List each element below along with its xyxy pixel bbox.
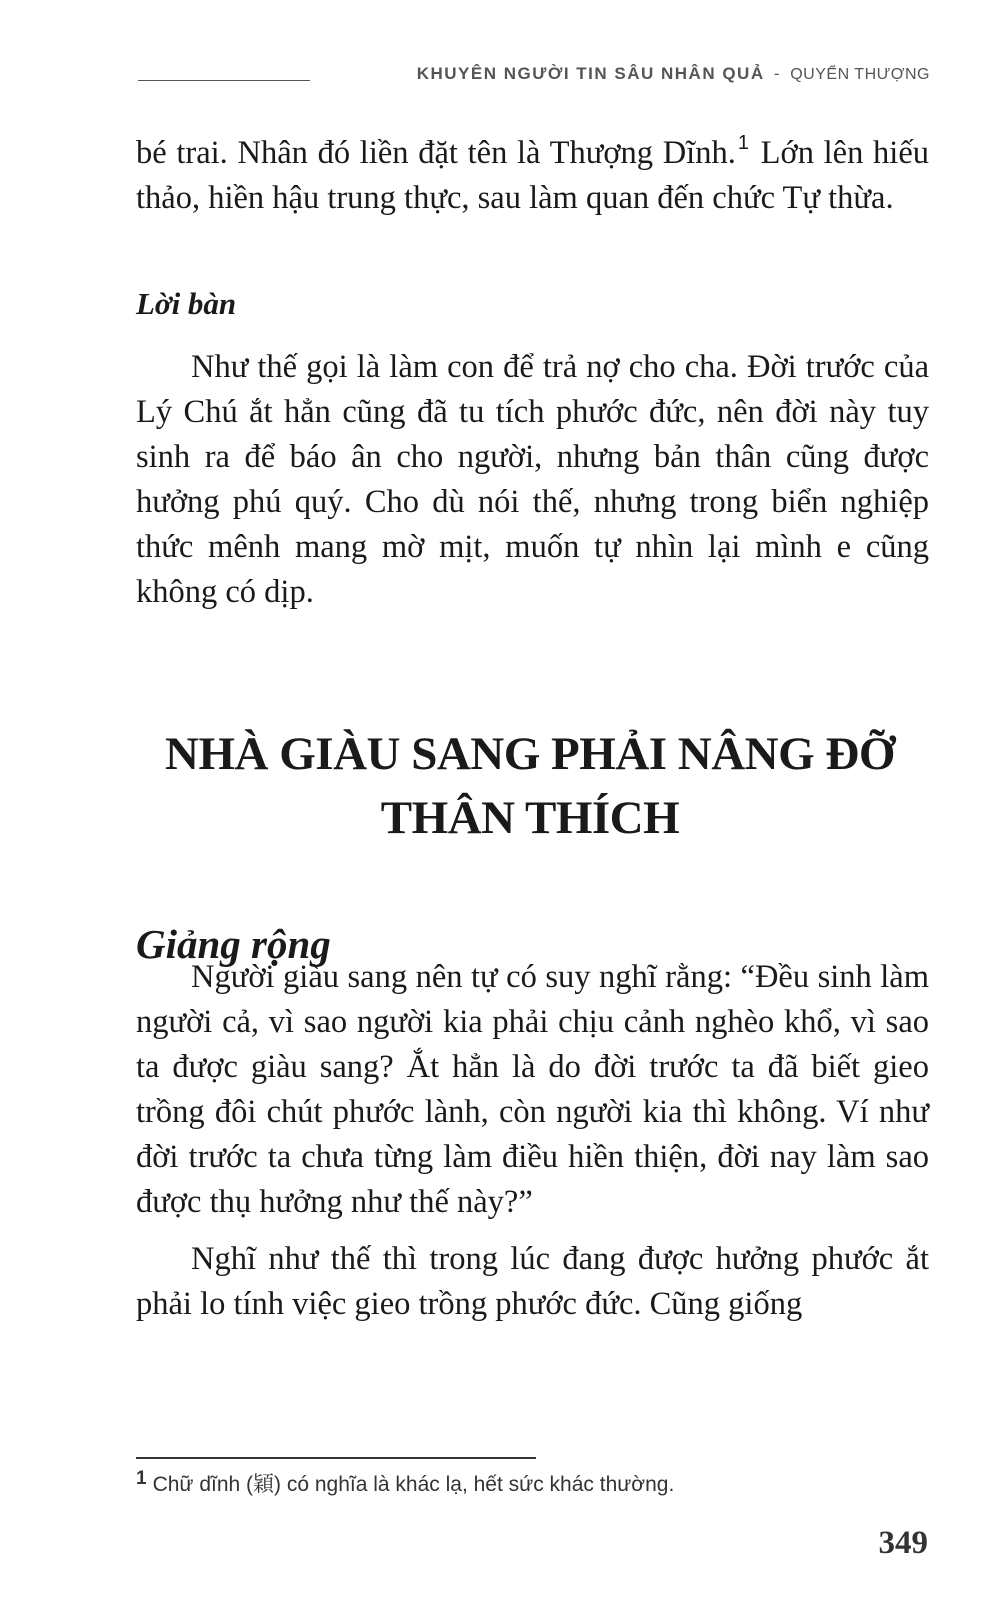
section-body <box>136 955 929 1327</box>
section-paragraph-2: Nghĩ như thế thì trong lúc đang được hưởng phước ắt phải lo tính việc gieo trồng phước đức. Cũng giống <box>136 1241 929 1322</box>
story-ending-paragraph <box>136 131 929 221</box>
section-subtitle: Giảng rộng <box>136 921 331 967</box>
commentary-heading: Lời bàn <box>136 286 237 321</box>
footnote-rule <box>136 1457 536 1459</box>
commentary-paragraph: Như thế gọi là làm con để trả nợ cho cha. Đời trước của Lý Chú ắt hẳn cũng đã tu tích phước đức, nên đời này tuy sinh ra để báo ân cho người, nhưng bản thân cũng được hưởng phú quý. Cho dù nói thế, nhưng trong biển nghiệp thức mênh mang mờ mịt, muốn tự nhìn lại mình e cũng không có dịp. <box>136 349 929 610</box>
page-number: 349 <box>878 1525 928 1561</box>
section-title-line1: NHÀ GIÀU SANG PHẢI NÂNG ĐỠ <box>165 728 895 780</box>
story-text-before: bé trai. Nhân đó liền đặt tên là Thượng Dĩnh. <box>136 135 736 171</box>
header-book-title: KHUYÊN NGƯỜI TIN SÂU NHÂN QUẢ <box>416 64 765 83</box>
header-text <box>417 64 930 84</box>
footnote-text: Chữ dĩnh (穎) có nghĩa là khác lạ, hết sức khác thường. <box>152 1473 675 1496</box>
section-title-line2: THÂN THÍCH <box>380 792 680 844</box>
running-header <box>138 60 930 90</box>
footnote <box>136 1468 674 1498</box>
section-title <box>120 722 940 850</box>
footnote-number: 1 <box>136 1468 147 1489</box>
header-separator: - <box>773 64 781 83</box>
story-text-after: Lớn lên hiếu thảo, hiền hậu trung thực, sau làm quan đến chức Tự thừa. <box>136 135 929 216</box>
commentary <box>136 286 929 322</box>
header-rule <box>138 80 310 81</box>
story-ending <box>136 131 929 221</box>
header-volume: QUYỂN THƯỢNG <box>790 66 930 83</box>
footnote-reference: 1 <box>737 132 749 154</box>
commentary-body <box>136 345 929 615</box>
section-paragraph-1: Người giàu sang nên tự có suy nghĩ rằng: “Đều sinh làm người cả, vì sao người kia phải chịu cảnh nghèo khổ, vì sao ta được giàu sang? Ắt hẳn là do đời trước ta đã biết gieo trồng đôi chút phước lành, còn người kia thì không. Ví như đời trước ta chưa từng làm điều hiền thiện, đời nay làm sao được thụ hưởng như thế này?” <box>136 959 929 1220</box>
